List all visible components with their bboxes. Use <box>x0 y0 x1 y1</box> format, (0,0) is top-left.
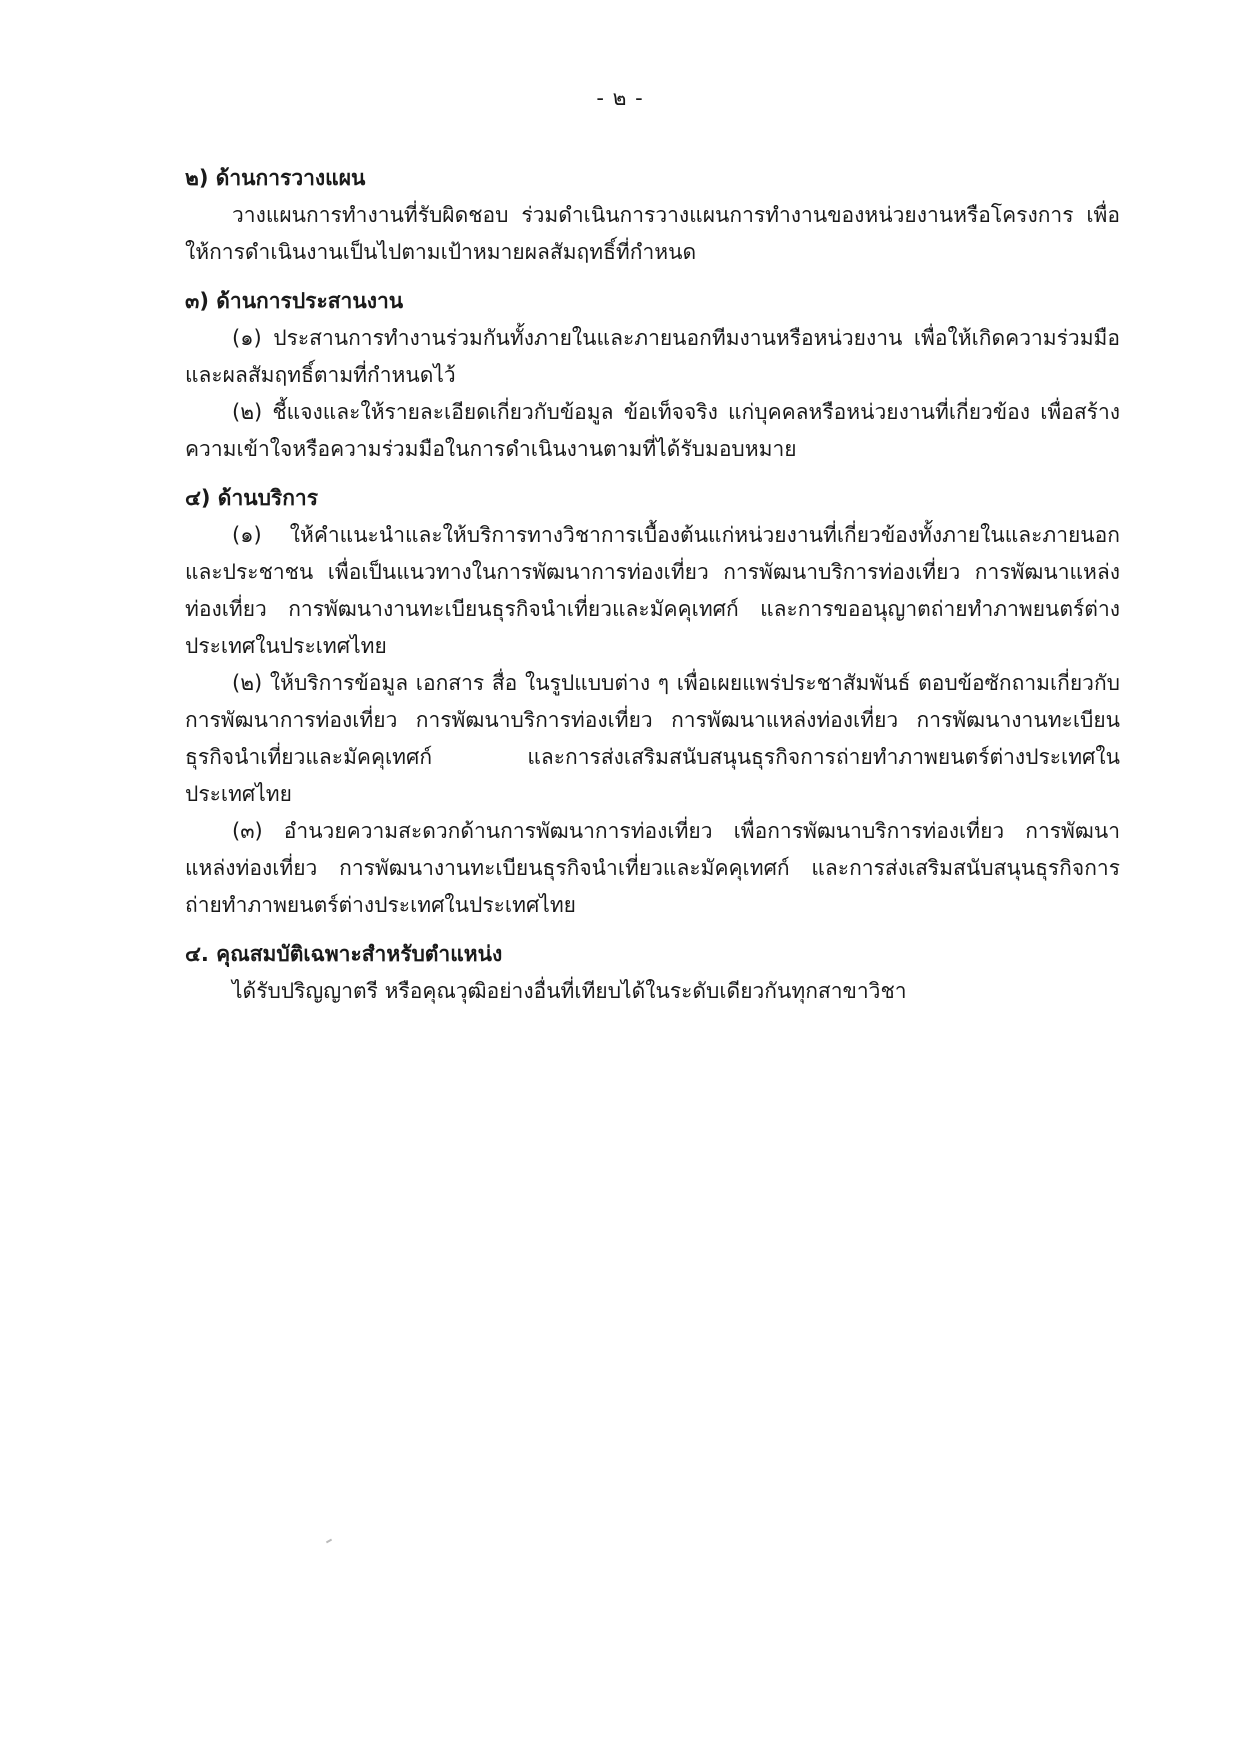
page-number: - ๒ - <box>596 86 644 110</box>
document-body <box>185 160 1120 1022</box>
section-service <box>185 480 1120 924</box>
section-heading: ๔. คุณสมบัติเฉพาะสำหรับตำแหน่ง <box>185 942 503 966</box>
scan-speck <box>326 1539 332 1544</box>
paragraph: (๒) ให้บริการข้อมูล เอกสาร สื่อ ในรูปแบบต่าง ๆ เพื่อเผยแพร่ประชาสัมพันธ์ ตอบข้อซักถามเกี่ยวกับการพัฒนาการท่องเที่ยว การพัฒนาบริการท่องเที่ยว การพัฒนาแหล่งท่องเที่ยว การพัฒนางานทะเบียนธุรกิจนำเที่ยวและมัคคุเทศก์ และการส่งเสริมสนับสนุนธุรกิจการถ่ายทำภาพยนตร์ต่างประเทศในประเทศไทย <box>185 671 1120 806</box>
section-planning <box>185 160 1120 271</box>
paragraph: (๒) ชี้แจงและให้รายละเอียดเกี่ยวกับข้อมูล ข้อเท็จจริง แก่บุคคลหรือหน่วยงานที่เกี่ยวข้อง เพื่อสร้างความเข้าใจหรือความร่วมมือในการดำเนินงานตามที่ได้รับมอบหมาย <box>185 400 1120 461</box>
paragraph: (๑) ให้คำแนะนำและให้บริการทางวิชาการเบื้องต้นแก่หน่วยงานที่เกี่ยวข้องทั้งภายในและภายนอกและประชาชน เพื่อเป็นแนวทางในการพัฒนาการท่องเที่ยว การพัฒนาบริการท่องเที่ยว การพัฒนาแหล่งท่องเที่ยว การพัฒนางานทะเบียนธุรกิจนำเที่ยวและมัคคุเทศก์ และการขออนุญาตถ่ายทำภาพยนตร์ต่างประเทศในประเทศไทย <box>185 523 1120 658</box>
paragraph: (๓) อำนวยความสะดวกด้านการพัฒนาการท่องเที่ยว เพื่อการพัฒนาบริการท่องเที่ยว การพัฒนาแหล่งท่องเที่ยว การพัฒนางานทะเบียนธุรกิจนำเที่ยวและมัคคุเทศก์ และการส่งเสริมสนับสนุนธุรกิจการถ่ายทำภาพยนตร์ต่างประเทศในประเทศไทย <box>185 819 1120 917</box>
section-coordination <box>185 283 1120 468</box>
section-heading: ๓) ด้านการประสานงาน <box>185 289 404 313</box>
paragraph: (๑) ประสานการทำงานร่วมกันทั้งภายในและภายนอกทีมงานหรือหน่วยงาน เพื่อให้เกิดความร่วมมือและผลสัมฤทธิ์ตามที่กำหนดไว้ <box>185 326 1120 387</box>
section-heading: ๔) ด้านบริการ <box>185 486 318 510</box>
section-qualifications <box>185 936 1120 1010</box>
section-heading: ๒) ด้านการวางแผน <box>185 166 366 190</box>
paragraph: วางแผนการทำงานที่รับผิดชอบ ร่วมดำเนินการวางแผนการทำงานของหน่วยงานหรือโครงการ เพื่อให้การดำเนินงานเป็นไปตามเป้าหมายผลสัมฤทธิ์ที่กำหนด <box>185 203 1120 264</box>
paragraph: ได้รับปริญญาตรี หรือคุณวุฒิอย่างอื่นที่เทียบได้ในระดับเดียวกันทุกสาขาวิชา <box>232 979 907 1003</box>
